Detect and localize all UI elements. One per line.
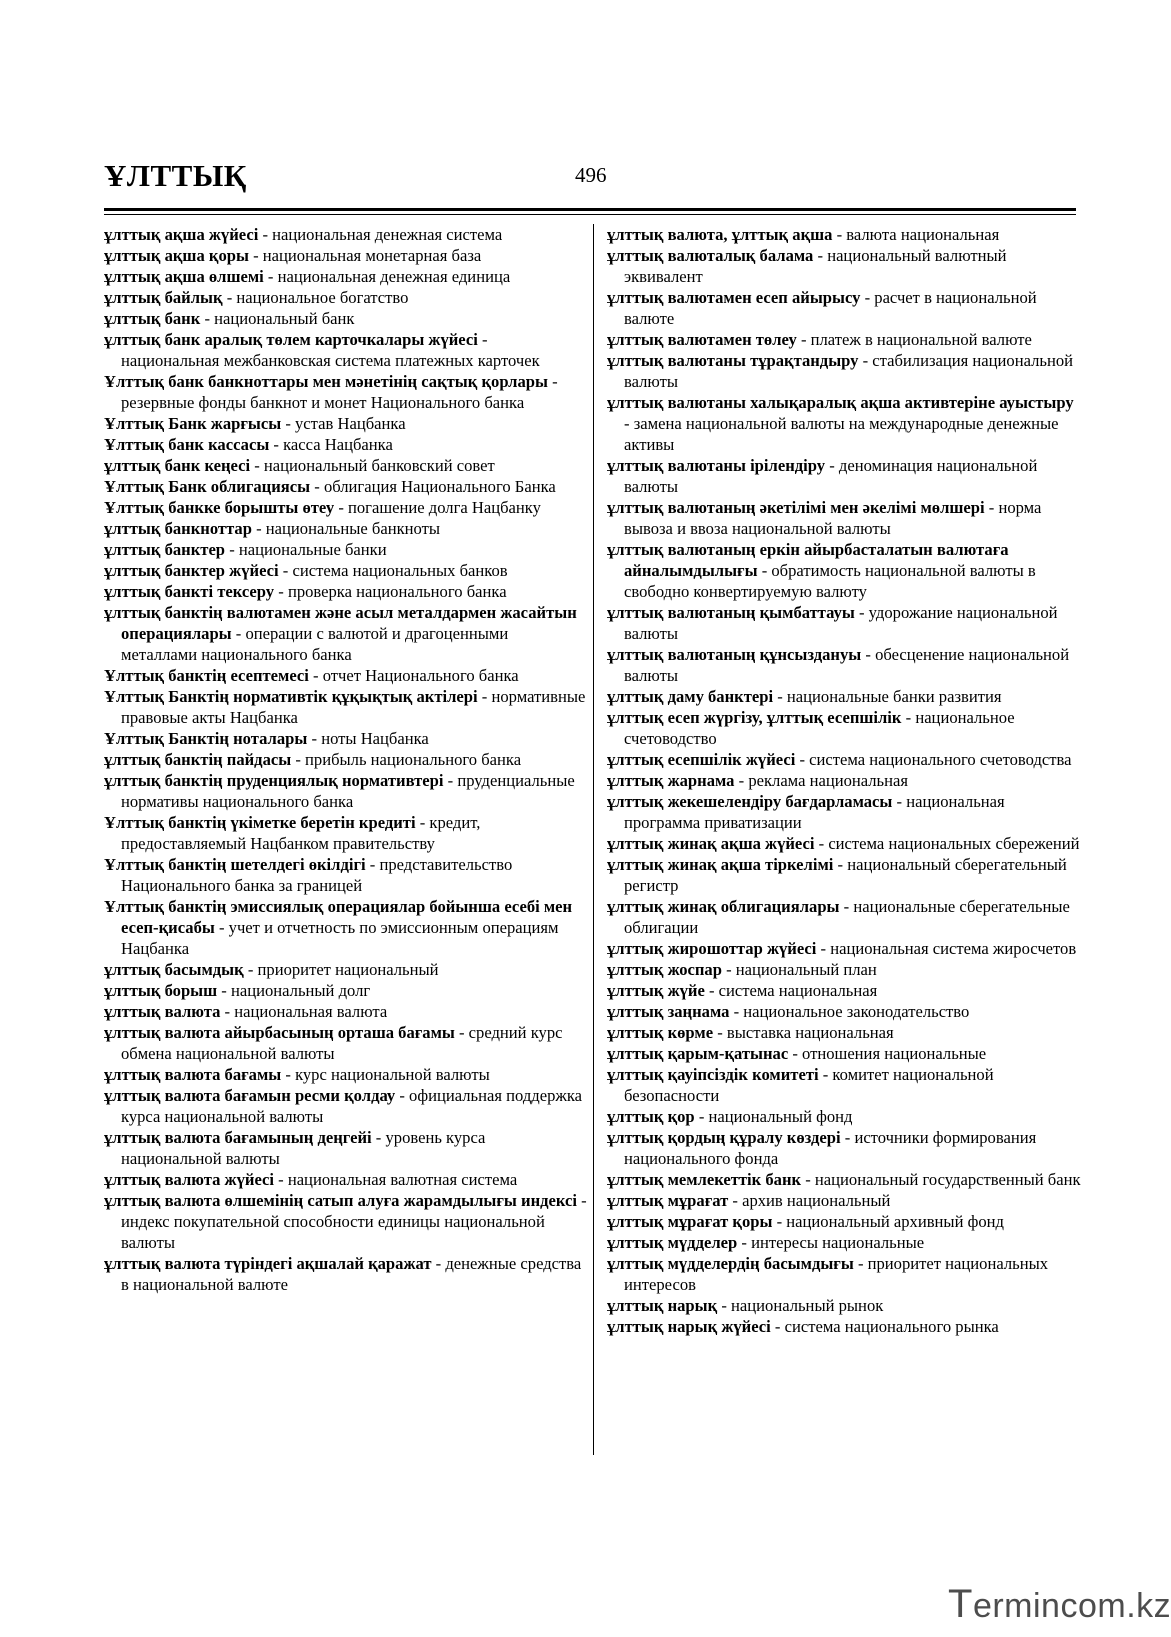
entry-separator: -	[365, 855, 380, 874]
dictionary-entry	[104, 1064, 588, 1085]
entry-term: ұлттық валюталық балама	[607, 246, 814, 265]
entry-term: ұлттық банкноттар	[104, 519, 252, 538]
entry-translation: национальная валюта	[234, 1002, 388, 1021]
entry-translation: интересы национальные	[751, 1233, 925, 1252]
entry-term: ұлттық мүдделердің басымдығы	[607, 1254, 854, 1273]
entry-separator: -	[833, 855, 848, 874]
entry-term: Ұлттық Банктің ноталары	[104, 729, 308, 748]
entry-separator: -	[796, 330, 811, 349]
entry-translation: денежные средства в национальной валюте	[121, 1254, 582, 1294]
entry-translation: официальная поддержка курса национальной валюты	[121, 1086, 583, 1126]
entry-separator: -	[858, 351, 873, 370]
dictionary-entry	[607, 350, 1083, 392]
entry-translation: замена национальной валюты на международные денежные активы	[624, 414, 1059, 454]
entry-separator: -	[291, 750, 306, 769]
dictionary-entry	[607, 1232, 1083, 1253]
entry-translation: индекс покупательной способности единицы национальной валюты	[121, 1212, 545, 1252]
entry-separator: -	[694, 1107, 709, 1126]
entry-separator: -	[816, 939, 831, 958]
entry-term: ұлттық нарық жүйесі	[607, 1317, 771, 1336]
entry-translation: система национального счетоводства	[809, 750, 1072, 769]
entry-translation: расчет в национальной валюте	[624, 288, 1037, 328]
entry-separator: -	[729, 1002, 744, 1021]
column-divider	[593, 224, 594, 1455]
entry-translation: деноминация национальной валюты	[624, 456, 1038, 496]
dictionary-entry	[607, 1190, 1083, 1211]
entry-separator: -	[231, 624, 246, 643]
entry-separator: -	[547, 372, 558, 391]
entry-separator: -	[274, 582, 288, 601]
entry-translation: норма вывоза и ввоза национальной валюты	[624, 498, 1042, 538]
dictionary-entry	[607, 833, 1083, 854]
entry-separator: -	[310, 477, 324, 496]
entry-translation: нормативные правовые акты Нацбанка	[121, 687, 586, 727]
entry-translation: национальный рынок	[731, 1296, 884, 1315]
entry-term: ұлттық валюта бағамы	[104, 1065, 282, 1084]
dictionary-entry	[104, 1127, 588, 1169]
entry-separator: -	[371, 1128, 386, 1147]
dictionary-entry	[607, 686, 1083, 707]
entry-separator: -	[307, 729, 322, 748]
dictionary-entry	[607, 245, 1083, 287]
entry-separator: -	[713, 1023, 727, 1042]
entry-translation: средний курс обмена национальной валюты	[121, 1023, 563, 1063]
entry-separator: -	[273, 1170, 288, 1189]
entry-translation: устав Нацбанка	[295, 414, 406, 433]
entry-translation: национальная система жиросчетов	[830, 939, 1077, 958]
entry-translation: национальный банк	[214, 309, 355, 328]
dictionary-entry	[607, 749, 1083, 770]
dictionary-entry	[104, 770, 588, 812]
entry-translation: национальное богатство	[236, 288, 409, 307]
entry-term: ұлттық борыш	[104, 981, 218, 1000]
dictionary-entry	[104, 539, 588, 560]
entry-term: Ұлттық банктің эмиссиялық операциялар бойынша есебі мен есеп-қисабы	[104, 897, 573, 937]
entry-separator: -	[737, 1233, 752, 1252]
entry-separator: -	[281, 414, 295, 433]
dictionary-entry	[104, 686, 588, 728]
dictionary-entry	[104, 266, 588, 287]
dictionary-entry	[104, 1253, 588, 1295]
entry-term: ұлттық валюта бағамын ресми қолдау	[104, 1086, 396, 1105]
entry-translation: национальная монетарная база	[262, 246, 482, 265]
right-column	[607, 224, 1083, 1337]
entry-term: ұлттық қор	[607, 1107, 695, 1126]
entry-term: ұлттық банкті тексеру	[104, 582, 275, 601]
entry-separator: -	[825, 456, 839, 475]
entry-term: Ұлттық банктің есептемесі	[104, 666, 309, 685]
dictionary-entry	[607, 959, 1083, 980]
entry-term: ұлттық валютаны тұрақтандыру	[607, 351, 859, 370]
entry-term: ұлттық валюта, ұлттық ақша	[607, 225, 833, 244]
entry-translation: система национальная	[718, 981, 878, 1000]
entry-separator: -	[818, 1065, 833, 1084]
dictionary-entry	[607, 287, 1083, 329]
entry-term: ұлттық ақша қоры	[104, 246, 249, 265]
entry-term: ұлттық банктер	[104, 540, 226, 559]
entry-translation: резервные фонды банкнот и монет Национального банка	[121, 393, 525, 412]
dictionary-entry	[607, 497, 1083, 539]
entry-term: ұлттық қордың құралу көздері	[607, 1128, 841, 1147]
dictionary-entry	[104, 1169, 588, 1190]
dictionary-entry	[607, 1001, 1083, 1022]
entry-term: Ұлттық Банк жарғысы	[104, 414, 282, 433]
entry-separator: -	[258, 225, 273, 244]
dictionary-entry	[104, 476, 588, 497]
dictionary-entry	[104, 287, 588, 308]
dictionary-entry	[607, 707, 1083, 749]
dictionary-entry	[607, 539, 1083, 602]
logo-text: erminc	[972, 1587, 1078, 1625]
entry-separator: -	[624, 414, 634, 433]
entry-term: ұлттық жинақ облигациялары	[607, 897, 840, 916]
entry-translation: система национальных сбережений	[828, 834, 1080, 853]
entry-separator: -	[334, 498, 348, 517]
entry-separator: -	[839, 897, 854, 916]
dictionary-entry	[607, 980, 1083, 1001]
entry-term: Ұлттық Банк облигациясы	[104, 477, 311, 496]
entry-term: ұлттық ақша жүйесі	[104, 225, 259, 244]
entry-term: ұлттық жинақ ақша тіркелімі	[607, 855, 834, 874]
entry-term: ұлттық банк аралық төлем карточкалары жүйесі	[104, 330, 478, 349]
dictionary-entry	[607, 938, 1083, 959]
entry-separator: -	[454, 1023, 469, 1042]
entry-separator: -	[801, 1170, 815, 1189]
dictionary-entry	[104, 434, 588, 455]
entry-term: ұлттық валюта	[104, 1002, 221, 1021]
dictionary-entry	[104, 1022, 588, 1064]
entry-separator: -	[721, 960, 736, 979]
entry-translation: национальный план	[735, 960, 877, 979]
dictionary-entry	[607, 329, 1083, 350]
entry-translation: система национальных банков	[292, 561, 508, 580]
entry-term: ұлттық валютаның еркін айырбасталатын валютаға айналымдылығы	[607, 540, 1009, 580]
entry-separator: -	[577, 1191, 587, 1210]
entry-separator: -	[278, 561, 293, 580]
entry-term: ұлттық жинақ ақша жүйесі	[607, 834, 815, 853]
entry-translation: касса Нацбанка	[283, 435, 393, 454]
dictionary-entry	[104, 518, 588, 539]
dictionary-entry	[104, 1001, 588, 1022]
entry-translation: национальный архивный фонд	[786, 1212, 1004, 1231]
entry-term: ұлттық қарым-қатынас	[607, 1044, 789, 1063]
entry-translation: национальная межбанковская система платежных карточек	[121, 351, 540, 370]
entry-translation: национальное законодательство	[743, 1002, 970, 1021]
dictionary-entry	[104, 959, 588, 980]
dictionary-entry	[104, 413, 588, 434]
entry-translation: комитет национальной безопасности	[624, 1065, 994, 1105]
dictionary-entry	[607, 1064, 1083, 1106]
entry-translation: национальные сберегательные облигации	[624, 897, 1070, 937]
entry-translation: обесценение национальной валюты	[624, 645, 1070, 685]
entry-separator: -	[243, 960, 258, 979]
header-rule-thick	[104, 208, 1076, 211]
entry-separator: -	[443, 771, 458, 790]
entry-term: ұлттық даму банктері	[607, 687, 774, 706]
dictionary-entry	[104, 896, 588, 959]
entry-translation: отчет Национального банка	[322, 666, 519, 685]
entry-translation: пруденциальные нормативы национального банка	[121, 771, 575, 811]
logo-tail: m.kz	[1097, 1587, 1171, 1625]
entry-term: ұлттық жарнама	[607, 771, 735, 790]
entry-separator: -	[415, 813, 430, 832]
entry-term: ұлттық басымдық	[104, 960, 244, 979]
entry-translation: выставка национальная	[726, 1023, 894, 1042]
dictionary-entry	[104, 224, 588, 245]
entry-term: ұлттық ақша өлшемі	[104, 267, 264, 286]
entry-translation: отношения национальные	[802, 1044, 987, 1063]
dictionary-entry	[607, 1043, 1083, 1064]
entry-term: ұлттық жүйе	[607, 981, 705, 1000]
entry-separator: -	[984, 498, 999, 517]
entry-term: ұлттық байлық	[104, 288, 223, 307]
entry-term: ұлттық заңнама	[607, 1002, 730, 1021]
entry-term: Ұлттық Банктің нормативтік құқықтық актілері	[104, 687, 478, 706]
entry-term: ұлттық валюта айырбасының орташа бағамы	[104, 1023, 455, 1042]
entry-separator: -	[854, 603, 869, 622]
entry-translation: уровень курса национальной валюты	[121, 1128, 486, 1168]
dictionary-entry	[607, 791, 1083, 833]
entry-separator: -	[788, 1044, 803, 1063]
dictionary-entry	[104, 1190, 588, 1253]
entry-separator: -	[225, 540, 239, 559]
entry-term: ұлттық валютаның құнсыздануы	[607, 645, 862, 664]
entry-translation: проверка национального банка	[287, 582, 507, 601]
entry-term: ұлттық жирошоттар жүйесі	[607, 939, 817, 958]
dictionary-entry	[607, 1022, 1083, 1043]
entry-translation: кредит, предоставляемый Нацбанком правительству	[121, 813, 481, 853]
entry-separator: -	[757, 561, 772, 580]
logo-circle: o	[1077, 1587, 1098, 1625]
entry-separator: -	[832, 225, 847, 244]
dictionary-entry	[104, 749, 588, 770]
entry-term: Ұлттық банк банкноттары мен мәнетінің сақтық қорлары	[104, 372, 548, 391]
entry-translation: обратимость национальной валюты в свободно конвертируемую валюту	[624, 561, 1036, 601]
page-header-title: ҰЛТТЫҚ	[104, 158, 247, 193]
entry-term: ұлттық банктер жүйесі	[104, 561, 279, 580]
dictionary-entry	[607, 1295, 1083, 1316]
entry-translation: национальный валютный эквивалент	[624, 246, 1007, 286]
dictionary-entry	[104, 329, 588, 371]
entry-separator: -	[477, 330, 488, 349]
dictionary-entry	[104, 854, 588, 896]
entry-translation: национальная программа приватизации	[624, 792, 1005, 832]
entry-term: ұлттық банк кеңесі	[104, 456, 251, 475]
entry-separator: -	[814, 834, 829, 853]
entry-term: ұлттық банктің пруденциялық нормативтері	[104, 771, 444, 790]
dictionary-entry	[607, 1127, 1083, 1169]
entry-translation: национальное счетоводство	[624, 708, 1015, 748]
dictionary-entry	[607, 854, 1083, 896]
termincom-logo	[948, 1582, 1171, 1627]
entry-translation: прибыль национального банка	[305, 750, 522, 769]
dictionary-entry	[104, 665, 588, 686]
entry-separator: -	[728, 1191, 743, 1210]
entry-term: ұлттық көрме	[607, 1023, 714, 1042]
entry-separator: -	[263, 267, 278, 286]
entry-translation: национальные банкноты	[265, 519, 440, 538]
entry-term: Ұлттық банктің үкіметке беретін кредиті	[104, 813, 416, 832]
entry-translation: стабилизация национальной валюты	[624, 351, 1074, 391]
entry-term: ұлттық қауіпсіздік комитеті	[607, 1065, 819, 1084]
dictionary-entry	[104, 245, 588, 266]
entry-translation: национальная валютная система	[287, 1170, 518, 1189]
entry-translation: национальный фонд	[708, 1107, 853, 1126]
entry-translation: архив национальный	[742, 1191, 891, 1210]
entry-separator: -	[892, 792, 907, 811]
entry-separator: -	[773, 687, 787, 706]
page-number: 496	[575, 163, 607, 187]
entry-separator: -	[281, 1065, 296, 1084]
entry-translation: национальные банки развития	[786, 687, 1002, 706]
entry-separator: -	[860, 288, 875, 307]
dictionary-entry	[104, 728, 588, 749]
entry-term: ұлттық валютамен есеп айырысу	[607, 288, 861, 307]
entry-separator: -	[477, 687, 492, 706]
entry-translation: национальная денежная единица	[277, 267, 511, 286]
entry-translation: национальный сберегательный регистр	[624, 855, 1067, 895]
entry-term: ұлттық банктің валютамен және асыл металдармен жасайтын операциялары	[104, 603, 577, 643]
dictionary-entry	[104, 602, 588, 665]
entry-separator: -	[734, 771, 749, 790]
entry-term: ұлттық валютамен төлеу	[607, 330, 797, 349]
entry-translation: удорожание национальной валюты	[624, 603, 1058, 643]
entry-term: ұлттық валюта жүйесі	[104, 1170, 274, 1189]
dictionary-entry	[607, 896, 1083, 938]
dictionary-entry	[104, 980, 588, 1001]
entry-term: ұлттық мүдделер	[607, 1233, 738, 1252]
entry-separator: -	[861, 645, 876, 664]
entry-term: ұлттық валютаның қымбаттауы	[607, 603, 855, 622]
entry-translation: система национального рынка	[784, 1317, 999, 1336]
entry-translation: национальные банки	[238, 540, 387, 559]
entry-term: Ұлттық банкке борышты өтеу	[104, 498, 335, 517]
entry-translation: представительство Национального банка за границей	[121, 855, 513, 895]
entry-translation: национальный государственный банк	[814, 1170, 1081, 1189]
dictionary-entry	[104, 497, 588, 518]
left-column	[104, 224, 588, 1295]
dictionary-entry	[104, 1085, 588, 1127]
header-rule-thin	[104, 214, 1076, 215]
entry-separator: -	[840, 1128, 855, 1147]
entry-separator: -	[308, 666, 323, 685]
entry-translation: национальная денежная система	[272, 225, 503, 244]
entry-separator: -	[250, 456, 264, 475]
entry-term: ұлттық валюта бағамының деңгейі	[104, 1128, 372, 1147]
entry-term: ұлттық мұрағат қоры	[607, 1212, 773, 1231]
entry-translation: национальный банковский совет	[263, 456, 495, 475]
dictionary-entry	[607, 602, 1083, 644]
dictionary-entry	[607, 644, 1083, 686]
entry-separator: -	[853, 1254, 868, 1273]
dictionary-entry	[607, 1253, 1083, 1295]
entry-translation: источники формирования национального фонда	[624, 1128, 1037, 1168]
entry-separator: -	[795, 750, 810, 769]
entry-term: ұлттық банк	[104, 309, 201, 328]
entry-translation: операции с валютой и драгоценными металлами национального банка	[121, 624, 509, 664]
entry-separator: -	[220, 1002, 235, 1021]
entry-separator: -	[901, 708, 916, 727]
entry-separator: -	[770, 1317, 785, 1336]
dictionary-entry	[607, 455, 1083, 497]
entry-term: ұлттық жоспар	[607, 960, 722, 979]
entry-separator: -	[431, 1254, 446, 1273]
entry-translation: приоритет национальных интересов	[624, 1254, 1049, 1294]
entry-translation: ноты Нацбанка	[321, 729, 429, 748]
dictionary-entry	[104, 581, 588, 602]
entry-separator: -	[717, 1296, 732, 1315]
entry-separator: -	[704, 981, 719, 1000]
entry-separator: -	[217, 981, 231, 1000]
entry-term: ұлттық есепшілік жүйесі	[607, 750, 796, 769]
entry-translation: реклама национальная	[748, 771, 909, 790]
entry-term: ұлттық валюта өлшемінің сатып алуға жарамдылығы индексі	[104, 1191, 578, 1210]
entry-translation: погашение долга Нацбанку	[348, 498, 541, 517]
entry-separator: -	[251, 519, 266, 538]
dictionary-entry	[104, 812, 588, 854]
dictionary-entry	[607, 1106, 1083, 1127]
dictionary-entry	[104, 371, 588, 413]
dictionary-entry	[607, 224, 1083, 245]
dictionary-entry	[104, 560, 588, 581]
entry-translation: учет и отчетность по эмиссионным операциям Нацбанка	[121, 918, 559, 958]
dictionary-entry	[607, 1169, 1083, 1190]
entry-term: ұлттық мұрағат	[607, 1191, 729, 1210]
dictionary-entry	[607, 770, 1083, 791]
dictionary-entry	[607, 1211, 1083, 1232]
entry-term: ұлттық нарық	[607, 1296, 718, 1315]
entry-separator: -	[772, 1212, 787, 1231]
entry-term: ұлттық жекешелендіру бағдарламасы	[607, 792, 893, 811]
entry-term: ұлттық мемлекеттік банк	[607, 1170, 802, 1189]
entry-translation: национальный долг	[230, 981, 371, 1000]
entry-translation: приоритет национальный	[257, 960, 439, 979]
entry-separator: -	[222, 288, 237, 307]
dictionary-entry	[104, 308, 588, 329]
entry-separator: -	[214, 918, 229, 937]
entry-separator: -	[269, 435, 284, 454]
entry-separator: -	[248, 246, 263, 265]
entry-term: ұлттық валютаны халықаралық ақша активтеріне ауыстыру	[607, 393, 1074, 412]
entry-separator: -	[200, 309, 215, 328]
entry-translation: валюта национальная	[846, 225, 1000, 244]
entry-term: ұлттық банктің пайдасы	[104, 750, 292, 769]
entry-term: ұлттық есеп жүргізу, ұлттық есепшілік	[607, 708, 902, 727]
entry-separator: -	[813, 246, 828, 265]
dictionary-entry	[607, 392, 1083, 455]
dictionary-entry	[607, 1316, 1083, 1337]
entry-separator: -	[395, 1086, 410, 1105]
entry-term: ұлттық валютаның әкетілімі мен әкелімі мөлшері	[607, 498, 985, 517]
entry-term: ұлттық валюта түріндегі ақшалай қаражат	[104, 1254, 432, 1273]
entry-term: ұлттық валютаны ірілендіру	[607, 456, 826, 475]
entry-translation: облигация Национального Банка	[323, 477, 556, 496]
entry-translation: платеж в национальной валюте	[810, 330, 1032, 349]
entry-term: Ұлттық банк кассасы	[104, 435, 270, 454]
logo-first-letter: T	[948, 1582, 973, 1626]
dictionary-entry	[104, 455, 588, 476]
entry-term: Ұлттық банктің шетелдегі өкілдігі	[104, 855, 366, 874]
entry-translation: курс национальной валюты	[295, 1065, 490, 1084]
